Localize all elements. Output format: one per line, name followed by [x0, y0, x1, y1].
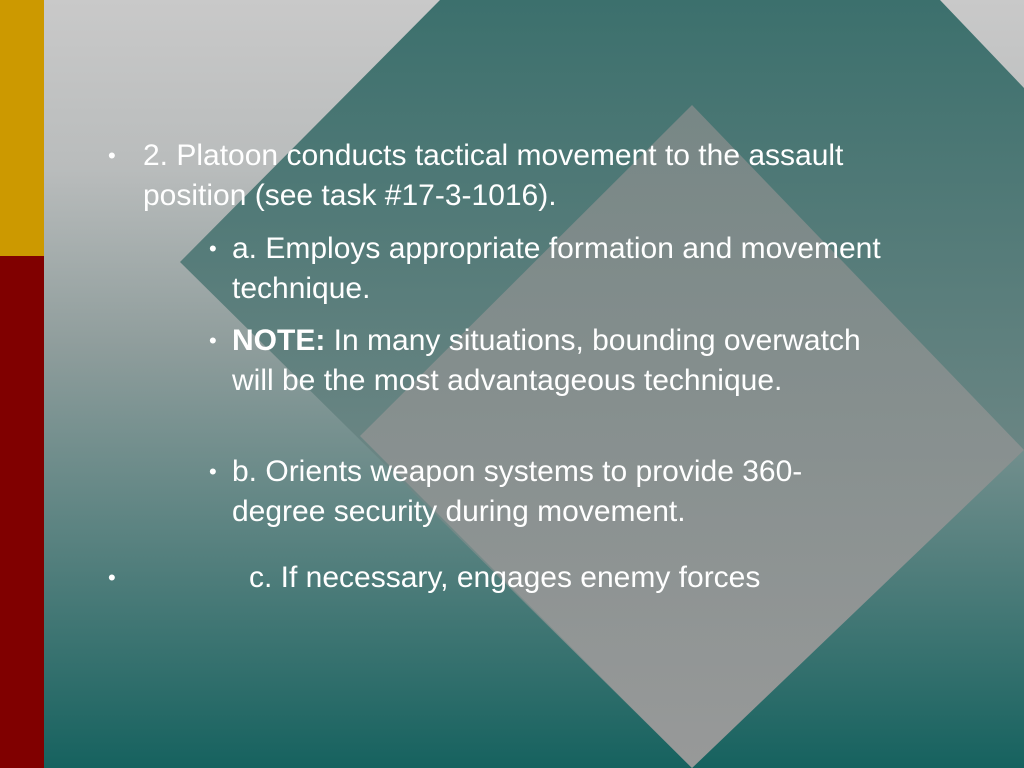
- bullet-item-c: c. If necessary, engages enemy forces: [249, 561, 761, 594]
- bullet-marker: •: [209, 459, 217, 484]
- bullet-item-b: b. Orients weapon systems to provide 360-degree security during movement.: [232, 455, 803, 528]
- note-text: In many situations, bounding overwatch will be the most advantageous technique.: [232, 324, 861, 397]
- bullet-marker: •: [108, 143, 116, 168]
- bullet-marker: •: [209, 236, 217, 261]
- bullet-marker: •: [108, 565, 116, 590]
- bullet-item-note: [232, 321, 882, 401]
- note-label: NOTE:: [232, 324, 326, 357]
- bullet-item-2: 2. Platoon conducts tactical movement to the assault position (see task #17-3-1016).: [143, 139, 844, 212]
- bullet-marker: •: [209, 328, 217, 353]
- bullet-item-a: a. Employs appropriate formation and movement technique.: [232, 232, 881, 305]
